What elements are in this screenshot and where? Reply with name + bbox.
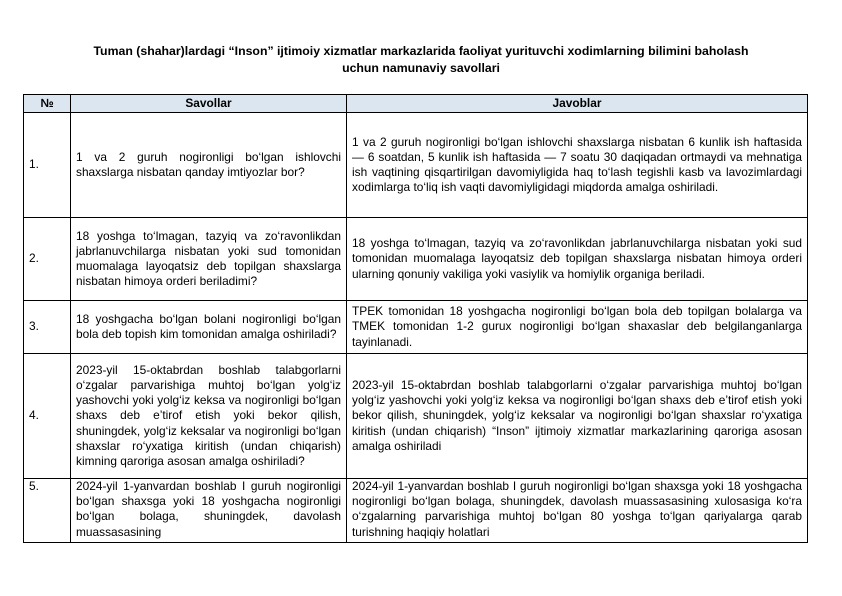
question-cell: 2023-yil 15-oktabrdan boshlab talabgorlarni o‘zgalar parvarishiga muhtoj bo‘lgan yolg‘iz yashovchi yoki yolg‘iz keksa va nogironligi bo‘lgan shaxs deb e’tirof etish yoki bekor qilish, shuningdek, yolg‘iz keksalar va nogironligi bo‘lgan shaxslar ro‘yxatiga kiritish (undan chiqarish) kimning qaroriga asosan amalga oshiriladi? <box>71 354 347 479</box>
header-answers: Javoblar <box>347 95 808 113</box>
answer-cell-partial <box>347 479 808 543</box>
document-title <box>40 43 802 77</box>
answer-cell: TPEK tomonidan 18 yoshgacha nogironligi bo‘lgan bola deb topilgan bolalarga va TMEK tomonidan 1-2 gurux nogironligi bo‘lgan shaxaslar deb belgilanganlarga tayinlanadi. <box>347 301 808 354</box>
document-title-line-2: uchun namunaviy savollari <box>342 61 500 75</box>
answer-cell: 18 yoshga to‘lmagan, tazyiq va zo‘ravonlikdan jabrlanuvchilarga nisbatan yoki sud tomonidan muomalaga layoqatsiz deb topilgan shaxslarga nisbatan himoya orderi ularning qonuniy vakiliga yoki vasiylik va homiylik organiga beriladi. <box>347 218 808 301</box>
table-header-row <box>24 95 808 113</box>
question-cell-partial <box>71 479 347 543</box>
question-cell: 18 yoshgacha bo‘lgan bolani nogironligi bo‘lgan bola deb topish kim tomonidan amalga oshiriladi? <box>71 301 347 354</box>
table-row <box>24 218 808 301</box>
table-row <box>24 354 808 479</box>
row-number: 2. <box>24 218 71 301</box>
row-number: 4. <box>24 354 71 479</box>
question-cell: 18 yoshga to‘lmagan, tazyiq va zo‘ravonlikdan jabrlanuvchilarga nisbatan yoki sud tomonidan muomalaga layoqatsiz deb topilgan shaxslarga nisbatan himoya orderi beriladimi? <box>71 218 347 301</box>
table-row <box>24 479 808 543</box>
header-number: № <box>24 95 71 113</box>
questions-table <box>23 94 808 543</box>
document-title-line-1: Tuman (shahar)lardagi “Inson” ijtimoiy xizmatlar markazlarida faoliyat yurituvchi xodimlarning bilimini baholash <box>93 44 749 58</box>
table-row <box>24 113 808 218</box>
question-cell: 1 va 2 guruh nogironligi bo‘lgan ishlovchi shaxslarga nisbatan qanday imtiyozlar bor? <box>71 113 347 218</box>
question-text: 2024-yil 1-yanvardan boshlab I guruh nogironligi bo‘lgan shaxsga yoki 18 yoshgacha nogironligi bo‘lgan bolaga, shuningdek, davolash muassasasining <box>76 479 341 539</box>
row-number: 3. <box>24 301 71 354</box>
table-row <box>24 301 808 354</box>
answer-cell: 2023-yil 15-oktabrdan boshlab talabgorlarni o‘zgalar parvarishiga muhtoj bo‘lgan yolg‘iz yashovchi yoki yolg‘iz keksa va nogironligi bo‘lgan shaxs deb e’tirof etish yoki bekor qilish, shuningdek, yolg‘iz keksalar va nogironligi bo‘lgan shaxslar ro‘yxatiga kiritish (undan chiqarish) “Inson” ijtimoiy xizmatlar markazlarining qaroriga asosan amalga oshiriladi <box>347 354 808 479</box>
header-questions: Savollar <box>71 95 347 113</box>
row-number: 5. <box>24 479 71 543</box>
answer-text: 2024-yil 1-yanvardan boshlab I guruh nogironligi bo‘lgan shaxsga yoki 18 yoshgacha nogironligi bo‘lgan bolaga, shuningdek, davolash muassasasining xulosasiga ko‘ra o‘zgalarning parvarishiga muhtoj bo‘lgan 80 yoshga to‘lgan qariyalarga qarab turishning haqiqiy holatlari <box>352 479 802 539</box>
row-number: 1. <box>24 113 71 218</box>
answer-cell: 1 va 2 guruh nogironligi bo‘lgan ishlovchi shaxslarga nisbatan 6 kunlik ish haftasida — 6 soatdan, 5 kunlik ish haftasida — 7 soatu 30 daqiqadan ortmaydi va mehnatiga ish vaqtining qisqartirilgan davomiyligida haq to‘lash tegishli kasb va lavozimlardagi xodimlarga to‘liq ish vaqti davomiyligidagi miqdorda amalga oshiriladi. <box>347 113 808 218</box>
